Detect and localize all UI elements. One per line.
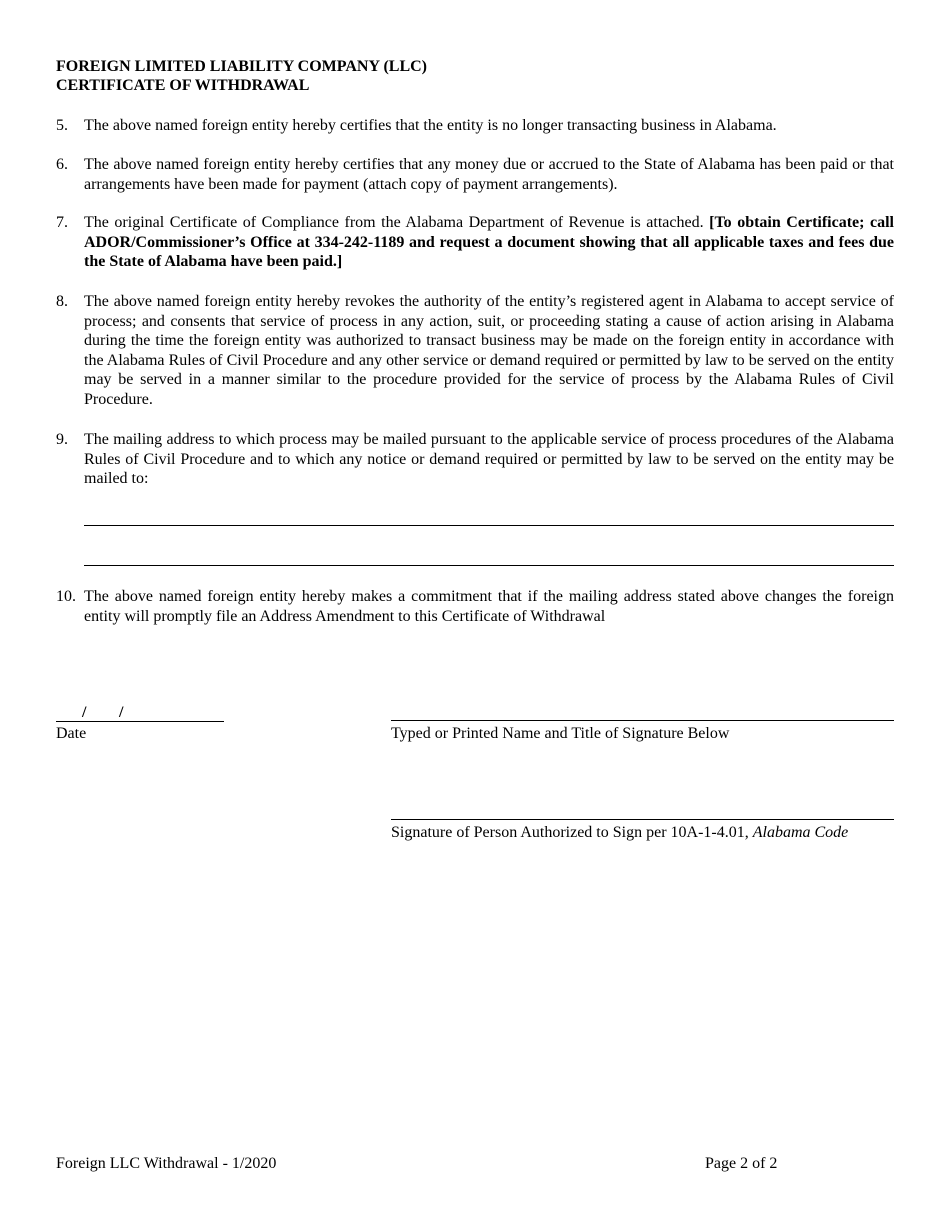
item-text-regular: The original Certificate of Compliance from the Alabama Department of Revenue is attached. (84, 214, 704, 231)
document-title (56, 57, 427, 95)
printed-name-label: Typed or Printed Name and Title of Signature Below (391, 725, 730, 742)
signature-label-code: Alabama Code (752, 824, 849, 841)
item-text: The above named foreign entity hereby revokes the authority of the entity’s registered agent in Alabama to accept service of process; and consents that service of process in any action, suit, or proceeding stating a cause of action arising in Alabama during the time the foreign entity was authorized to transact business may be made on the foreign entity in accordance with the Alabama Rules of Civil Procedure and any other service or demand required or permitted by law to be served on the entity may be served in a manner similar to the procedure provided for the service of process by the Alabama Rules of Civil Procedure. (84, 293, 894, 408)
title-line-2: CERTIFICATE OF WITHDRAWAL (56, 77, 310, 94)
item-number: 7. (56, 214, 68, 231)
signature-field[interactable] (391, 819, 894, 820)
item-6 (56, 155, 894, 194)
title-line-1: FOREIGN LIMITED LIABILITY COMPANY (LLC) (56, 58, 427, 75)
item-number: 5. (56, 117, 68, 134)
item-number: 6. (56, 156, 68, 173)
mailing-address-line-2[interactable] (84, 565, 894, 566)
signature-label-text: Signature of Person Authorized to Sign per 10A-1-4.01, (391, 824, 749, 841)
date-separator: / (82, 704, 87, 721)
date-separator: / (119, 704, 124, 721)
signature-label (391, 823, 848, 843)
item-8 (56, 292, 894, 410)
item-number: 10. (56, 588, 76, 605)
date-field[interactable] (56, 705, 224, 722)
date-label: Date (56, 725, 87, 742)
item-number: 9. (56, 431, 68, 448)
item-9 (56, 430, 894, 489)
footer-page-number: Page 2 of 2 (705, 1155, 778, 1172)
item-5 (56, 116, 894, 136)
footer-form-id: Foreign LLC Withdrawal - 1/2020 (56, 1155, 277, 1172)
item-text: The above named foreign entity hereby certifies that the entity is no longer transacting business in Alabama. (84, 117, 777, 134)
item-10 (56, 587, 894, 626)
printed-name-field[interactable] (391, 720, 894, 721)
item-7 (56, 213, 894, 272)
item-text: The above named foreign entity hereby makes a commitment that if the mailing address stated above changes the foreign entity will promptly file an Address Amendment to this Certificate of Withdrawal (84, 588, 894, 625)
item-number: 8. (56, 293, 68, 310)
item-text-bold: [To obtain Certificate; call ADOR/Commissioner’s Office at 334-242-1189 and request a document showing that all applicable taxes and fees due the State of Alabama have been paid.] (84, 214, 894, 271)
item-text: The mailing address to which process may be mailed pursuant to the applicable service of process procedures of the Alabama Rules of Civil Procedure and to which any notice or demand required or permitted by law to be served on the entity may be mailed to: (84, 431, 894, 488)
mailing-address-line-1[interactable] (84, 525, 894, 526)
item-text (84, 213, 894, 272)
item-text: The above named foreign entity hereby certifies that any money due or accrued to the State of Alabama has been paid or that arrangements have been made for payment (attach copy of payment arrangements). (84, 156, 894, 193)
